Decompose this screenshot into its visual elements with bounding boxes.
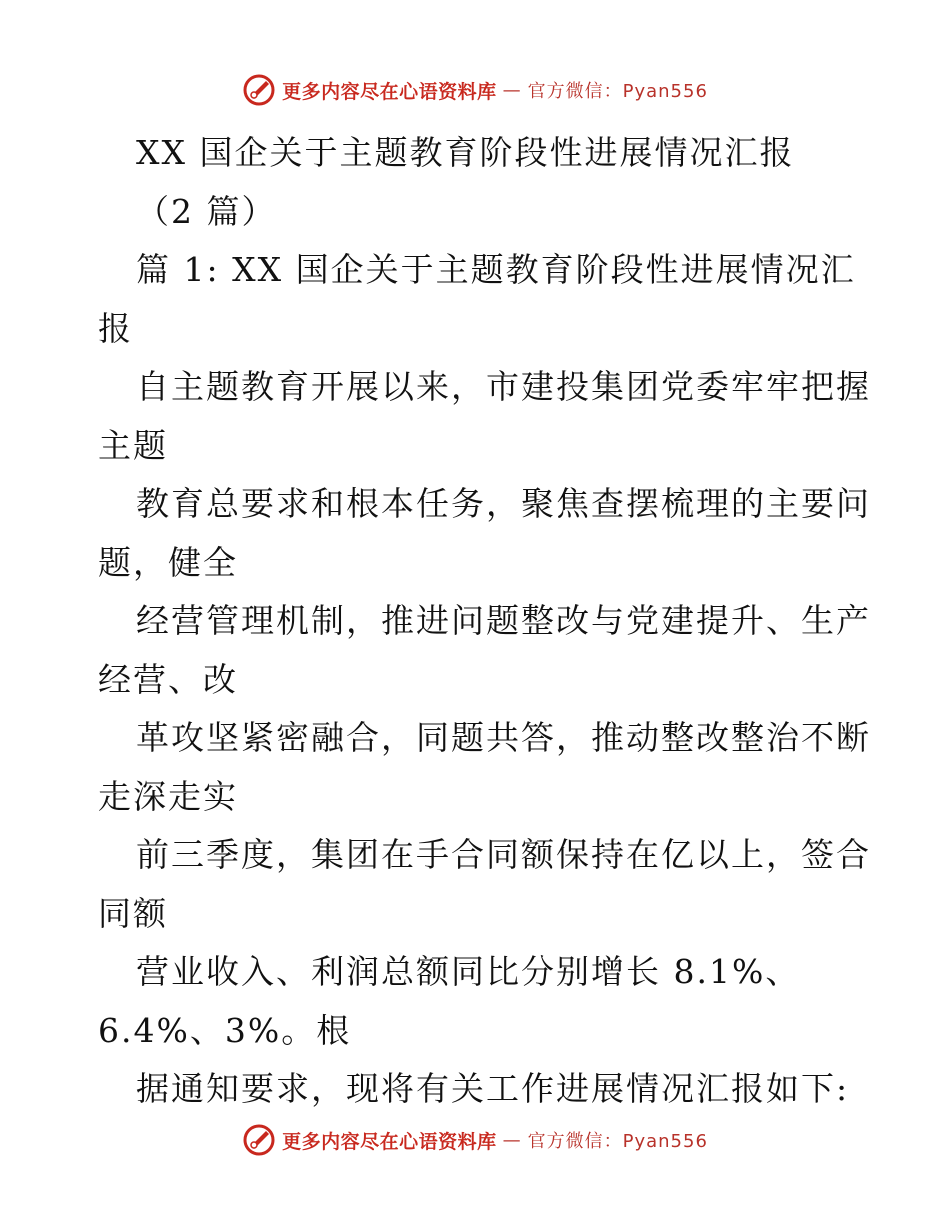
banner-separator: —	[502, 79, 522, 101]
header-banner	[0, 70, 950, 110]
paragraph-line: 教育总要求和根本任务，聚焦查摆梳理的主要问	[136, 484, 871, 523]
paragraph-line: 经营、改	[98, 659, 238, 699]
paragraph-line: 经营管理机制，推进问题整改与党建提升、生产	[136, 601, 871, 640]
paragraph-line: 前三季度，集团在手合同额保持在亿以上，签合	[136, 835, 871, 874]
banner-wechat: 官方微信：Pyan556	[527, 81, 708, 102]
banner-text: 更多内容尽在心语资料库	[282, 1130, 497, 1153]
paragraph-line: 自主题教育开展以来，市建投集团党委牢牢把握	[136, 367, 871, 406]
doc-title: XX 国企关于主题教育阶段性进展情况汇报	[136, 133, 795, 172]
paragraph-line: 题，健全	[98, 542, 238, 582]
paragraph-line: 营业收入、利润总额同比分别增长 8.1%、	[136, 952, 801, 991]
paragraph-line: 走深走实	[98, 776, 238, 816]
doc-subtitle: （2 篇）	[136, 191, 277, 231]
paragraph-line: 同额	[98, 893, 168, 933]
section-heading: 篇 1: XX 国企关于主题教育阶段性进展情况汇	[136, 250, 856, 289]
banner-wechat: 官方微信：Pyan556	[527, 1131, 708, 1152]
section-heading-continued: 报	[98, 308, 133, 348]
paragraph-line: 主题	[98, 425, 168, 465]
footer-banner	[0, 1120, 950, 1160]
paragraph-line: 6.4%、3%。根	[98, 1010, 352, 1050]
logo-icon	[242, 1123, 276, 1157]
document-body	[98, 124, 871, 1119]
paragraph-line: 革攻坚紧密融合，同题共答，推动整改整治不断	[136, 718, 871, 757]
banner-text: 更多内容尽在心语资料库	[282, 80, 497, 103]
logo-icon	[242, 73, 276, 107]
banner-separator: —	[502, 1129, 522, 1151]
paragraph-line: 据通知要求，现将有关工作进展情况汇报如下:	[136, 1069, 850, 1108]
